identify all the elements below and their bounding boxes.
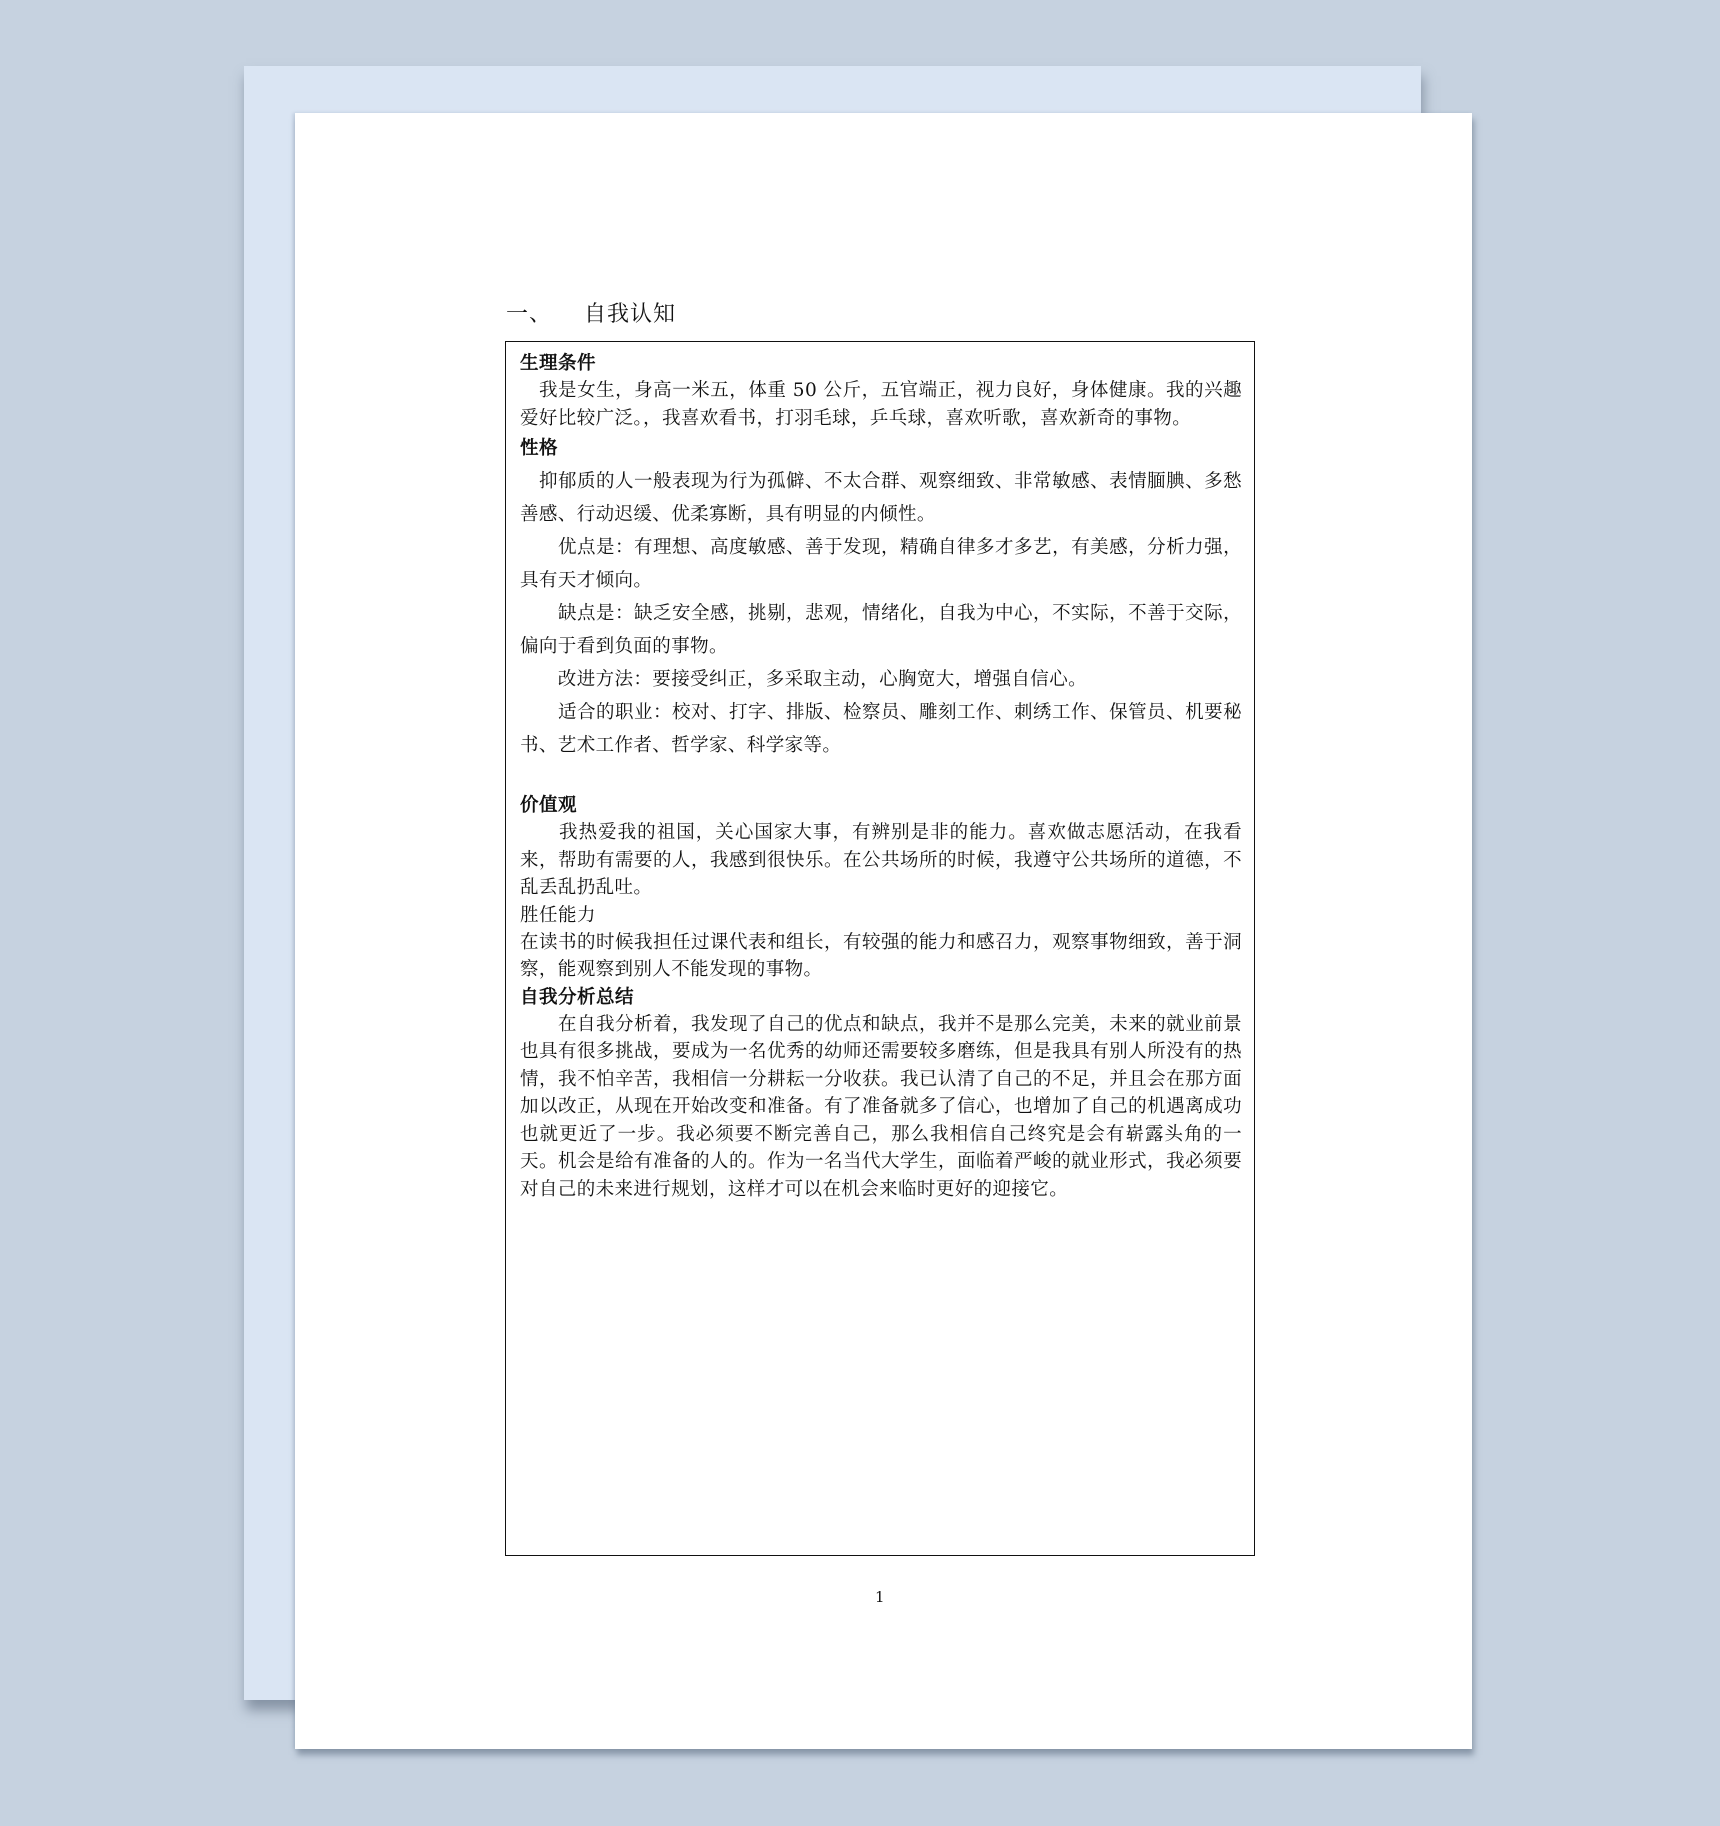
competence-paragraph: 在读书的时候我担任过课代表和组长，有较强的能力和感召力，观察事物细致，善于洞察，能观察到别人不能发现的事物。 xyxy=(520,931,1242,980)
values-paragraph: 我热爱我的祖国，关心国家大事，有辨别是非的能力。喜欢做志愿活动，在我看来，帮助有需要的人，我感到很快乐。在公共场所的时候，我遵守公共场所的道德，不乱丢乱扔乱吐。 xyxy=(520,822,1242,898)
heading-competence: 胜任能力 xyxy=(520,904,597,926)
heading-summary: 自我分析总结 xyxy=(520,986,635,1008)
heading-physical: 生理条件 xyxy=(520,353,597,374)
physical-paragraph: 我是女生，身高一米五，体重 50 公斤，五官端正，视力良好，身体健康。我的兴趣爱好比较广泛。，我喜欢看书，打羽毛球，乒乓球，喜欢听歌，喜欢新奇的事物。 xyxy=(520,380,1242,429)
summary-paragraph: 在自我分析着，我发现了自己的优点和缺点，我并不是那么完美，未来的就业前景也具有很多挑战，要成为一名优秀的幼师还需要较多磨练，但是我具有别人所没有的热情，我不怕辛苦，我相信一分耕耘一分收获。我已认清了自己的不足，并且会在那方面加以改正，从现在开始改变和准备。有了准备就多了信心，也增加了自己的机遇离成功也就更近了一步。我必须要不断完善自己，那么我相信自己终究是会有崭露头角的一天。机会是给有准备的人的。作为一名当代大学生，面临着严峻的就业形式，我必须要对自己的未来进行规划，这样才可以在机会来临时更好的迎接它。 xyxy=(520,1013,1242,1200)
heading-values: 价值观 xyxy=(520,795,578,816)
improvement-paragraph: 改进方法：要接受纠正，多采取主动，心胸宽大，增强自信心。 xyxy=(520,669,1088,690)
weaknesses-paragraph: 缺点是：缺乏安全感，挑剔，悲观，情绪化，自我为中心，不实际，不善于交际，偏向于看到负面的事物。 xyxy=(520,603,1242,657)
self-assessment-box xyxy=(505,341,1255,1556)
careers-paragraph: 适合的职业：校对、打字、排版、检察员、雕刻工作、刺绣工作、保管员、机要秘书、艺术工作者、哲学家、科学家等。 xyxy=(520,702,1242,756)
spacer xyxy=(520,762,1242,792)
heading-personality: 性格 xyxy=(520,438,559,459)
page-number: 1 xyxy=(875,1588,885,1606)
section-title: 一、 自我认知 xyxy=(506,302,676,327)
strengths-paragraph: 优点是：有理想、高度敏感、善于发现，精确自律多才多艺，有美感，分析力强，具有天才倾向。 xyxy=(520,537,1242,591)
personality-paragraph: 抑郁质的人一般表现为行为孤僻、不太合群、观察细致、非常敏感、表情腼腆、多愁善感、行动迟缓、优柔寡断，具有明显的内倾性。 xyxy=(520,471,1242,525)
